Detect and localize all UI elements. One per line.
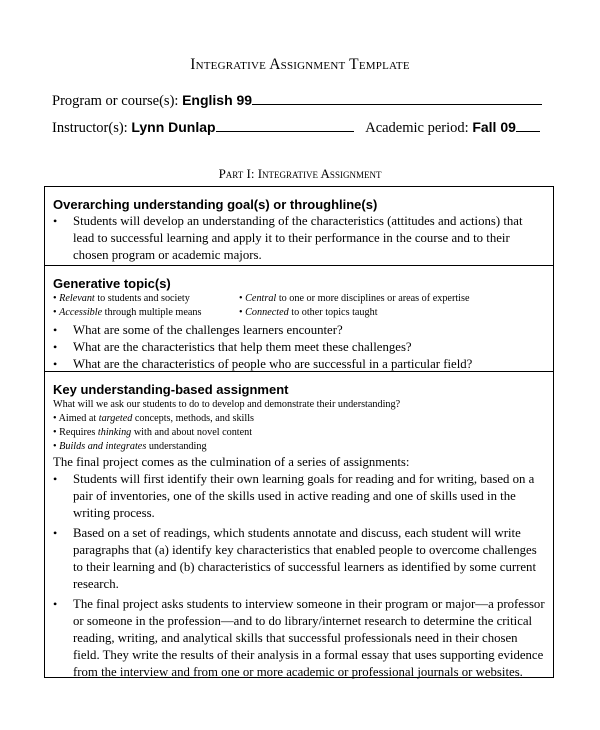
period-value[interactable]: Fall 09 bbox=[472, 119, 516, 135]
criterion-item: • Aimed at targeted concepts, methods, and skills bbox=[53, 413, 254, 424]
part-title: Part I: Integrative Assignment bbox=[218, 166, 382, 181]
bullet-icon: • bbox=[53, 526, 58, 540]
criterion-item: • Central to one or more disciplines or areas of expertise bbox=[239, 293, 470, 304]
list-item: • Based on a set of readings, which students annotate and discuss, each student will write paragraphs that (a) identify key characteristics that enabled people to overcome challenges to their learning and (b) characteristics of successful learners as identified by some current research. bbox=[53, 526, 537, 591]
document-title: Integrative Assignment Template bbox=[190, 56, 410, 73]
topics-heading: Generative topic(s) bbox=[53, 276, 171, 291]
list-item: • What are the characteristics of people who are successful in a particular field? bbox=[53, 357, 473, 371]
instructor-line bbox=[52, 119, 540, 137]
instructor-underline bbox=[216, 119, 354, 132]
list-item: • The final project asks students to interview someone in their program or major—a professor or someone in the profession—and to do library/internet research to determine the critical reading, writing, and analytical skills that successful professionals need in their chosen field. They write the results of their analysis in a formal essay that uses supporting evidence from the interview and from one or more academic or professional journals or websites. bbox=[53, 597, 545, 679]
criterion-item: • Connected to other topics taught bbox=[239, 307, 378, 318]
criterion-item: • Builds and integrates understanding bbox=[53, 441, 207, 452]
instructor-value[interactable]: Lynn Dunlap bbox=[131, 119, 216, 135]
assignment-section bbox=[45, 371, 553, 677]
program-line bbox=[52, 92, 542, 110]
list-item: • What are the characteristics that help them meet these challenges? bbox=[53, 340, 412, 354]
bullet-icon: • bbox=[53, 597, 58, 611]
list-item: • Students will first identify their own learning goals for reading and for writing, based on a pair of inventories, one of the skills used in active reading and one of skills used in the writing process. bbox=[53, 472, 535, 520]
topic-criteria-left bbox=[53, 292, 239, 320]
topic-criteria bbox=[53, 292, 545, 320]
assignment-intro: What will we ask our students to do to develop and demonstrate their understanding? bbox=[53, 399, 401, 410]
list-item bbox=[53, 213, 545, 264]
criterion-item: • Relevant to students and society bbox=[53, 293, 190, 304]
goals-section bbox=[45, 187, 553, 265]
list-item: • What are some of the challenges learners encounter? bbox=[53, 323, 343, 337]
goal-text: Students will develop an understanding of the characteristics (attitudes and actions) that lead to successful learning and apply it to their performance in the course and to their chosen program or academic majors. bbox=[73, 214, 523, 262]
program-underline bbox=[252, 92, 542, 105]
period-underline bbox=[516, 119, 540, 132]
bullet-icon: • bbox=[53, 472, 58, 486]
goals-heading: Overarching understanding goal(s) or throughline(s) bbox=[53, 197, 378, 212]
bullet-icon: • bbox=[53, 340, 58, 354]
assignment-heading: Key understanding-based assignment bbox=[53, 382, 289, 397]
program-value[interactable]: English 99 bbox=[182, 92, 253, 108]
assignment-lead: The final project comes as the culmination of a series of assignments: bbox=[53, 455, 410, 469]
topic-criteria-right bbox=[239, 292, 469, 320]
bullet-icon: • bbox=[53, 357, 58, 371]
bullet-icon: • bbox=[53, 323, 58, 337]
criterion-item: • Requires thinking with and about novel content bbox=[53, 427, 253, 438]
bullet-icon: • bbox=[53, 214, 58, 228]
topics-section bbox=[45, 265, 553, 371]
assignment-table bbox=[44, 186, 554, 678]
criterion-item: • Accessible through multiple means bbox=[53, 307, 202, 318]
program-label: Program or course(s): bbox=[52, 93, 179, 109]
period-label: Academic period: bbox=[365, 120, 469, 136]
instructor-label: Instructor(s): bbox=[52, 120, 128, 136]
